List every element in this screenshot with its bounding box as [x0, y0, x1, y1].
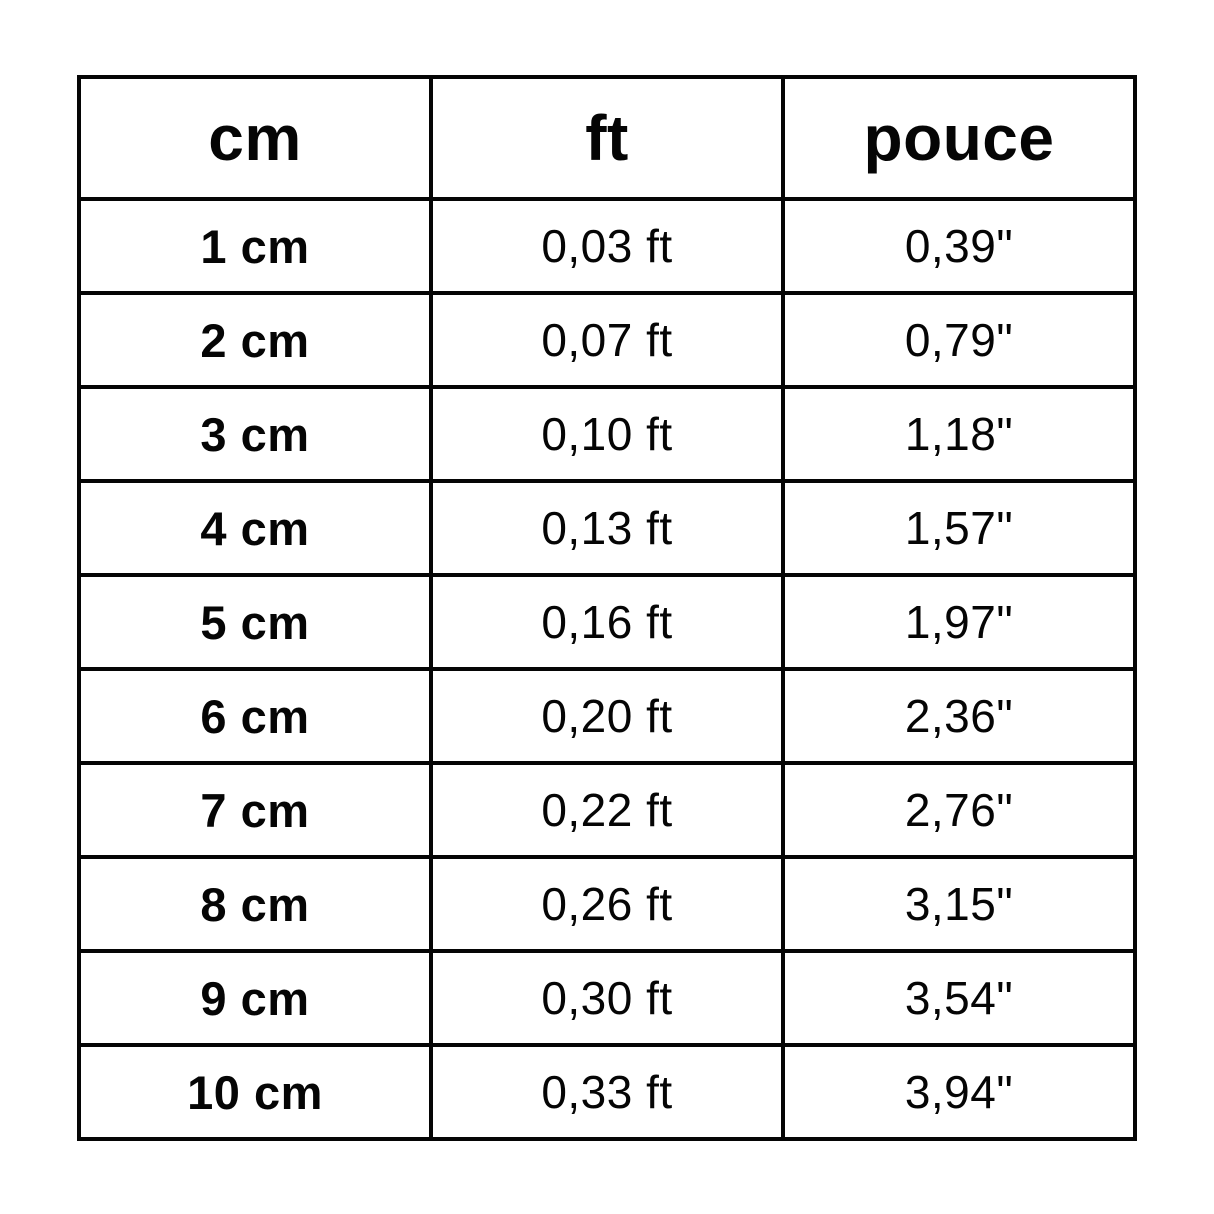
cell-ft: 0,16 ft	[431, 575, 783, 669]
cell-pouce: 3,54"	[783, 951, 1135, 1045]
cell-ft: 0,13 ft	[431, 481, 783, 575]
cell-pouce: 0,79"	[783, 293, 1135, 387]
table-row	[79, 293, 1135, 387]
table-row	[79, 387, 1135, 481]
cell-pouce: 1,18"	[783, 387, 1135, 481]
cell-cm: 9 cm	[79, 951, 431, 1045]
table-row	[79, 857, 1135, 951]
cell-cm: 1 cm	[79, 199, 431, 293]
cell-ft: 0,33 ft	[431, 1045, 783, 1139]
cell-ft: 0,10 ft	[431, 387, 783, 481]
table-row	[79, 575, 1135, 669]
table-row	[79, 199, 1135, 293]
cell-pouce: 3,94"	[783, 1045, 1135, 1139]
cell-pouce: 2,36"	[783, 669, 1135, 763]
conversion-table-container	[77, 75, 1137, 1141]
table-row	[79, 669, 1135, 763]
cell-pouce: 1,97"	[783, 575, 1135, 669]
cell-cm: 6 cm	[79, 669, 431, 763]
cell-cm: 7 cm	[79, 763, 431, 857]
cell-pouce: 0,39"	[783, 199, 1135, 293]
table-row	[79, 951, 1135, 1045]
header-cm: cm	[79, 77, 431, 199]
cell-cm: 2 cm	[79, 293, 431, 387]
cell-pouce: 2,76"	[783, 763, 1135, 857]
cell-ft: 0,26 ft	[431, 857, 783, 951]
header-row	[79, 77, 1135, 199]
cell-pouce: 1,57"	[783, 481, 1135, 575]
cell-cm: 5 cm	[79, 575, 431, 669]
header-ft: ft	[431, 77, 783, 199]
cell-ft: 0,22 ft	[431, 763, 783, 857]
table-row	[79, 1045, 1135, 1139]
conversion-table	[77, 75, 1137, 1141]
cell-cm: 3 cm	[79, 387, 431, 481]
cell-ft: 0,30 ft	[431, 951, 783, 1045]
cell-ft: 0,07 ft	[431, 293, 783, 387]
cell-ft: 0,20 ft	[431, 669, 783, 763]
table-row	[79, 763, 1135, 857]
table-body	[79, 199, 1135, 1139]
cell-cm: 4 cm	[79, 481, 431, 575]
header-pouce: pouce	[783, 77, 1135, 199]
cell-ft: 0,03 ft	[431, 199, 783, 293]
table-row	[79, 481, 1135, 575]
cell-pouce: 3,15"	[783, 857, 1135, 951]
cell-cm: 10 cm	[79, 1045, 431, 1139]
cell-cm: 8 cm	[79, 857, 431, 951]
